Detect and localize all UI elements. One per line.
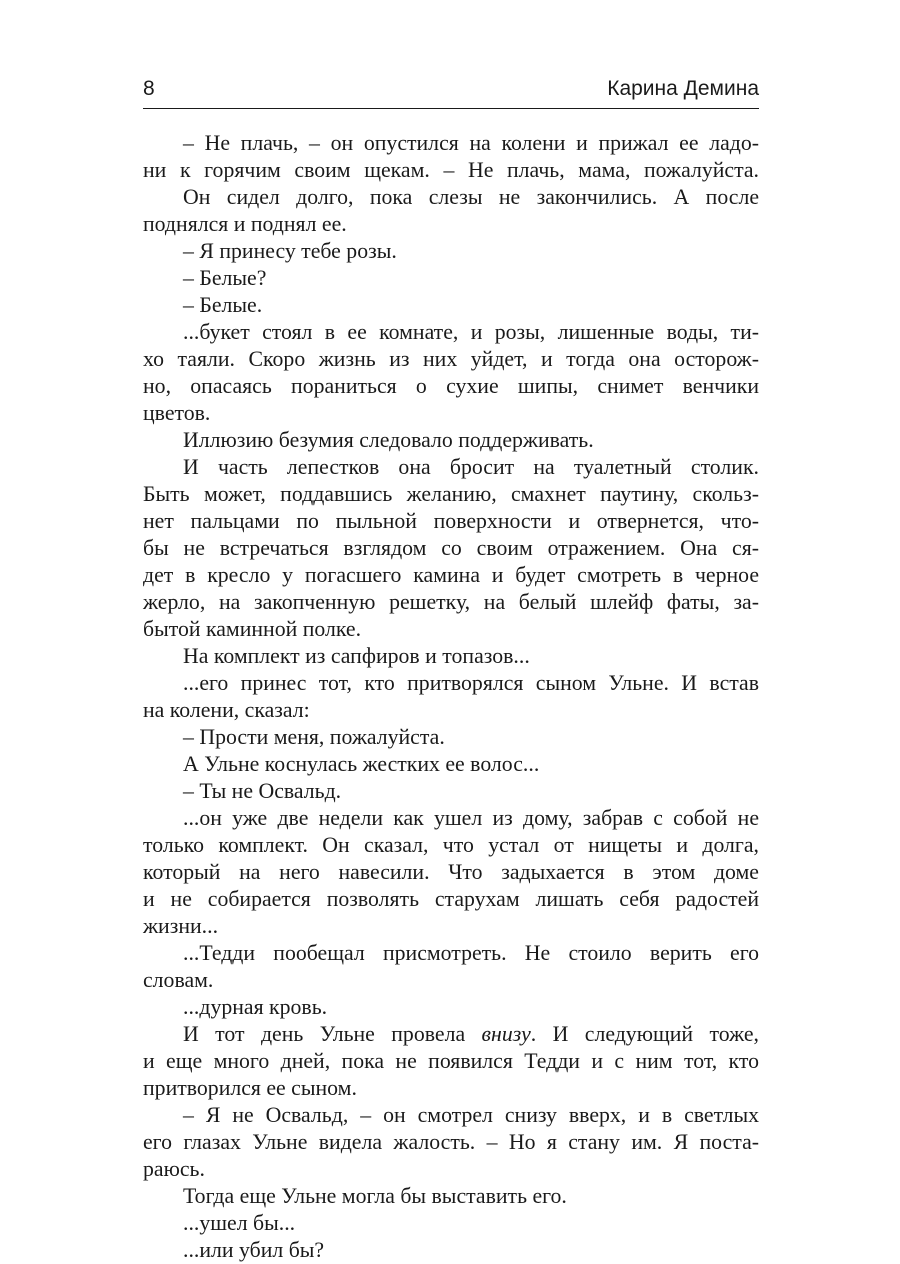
text-line: – Белые? — [183, 266, 267, 290]
text-line: и еще много дней, пока не появился Тедди и с ним тот, кто — [143, 1049, 759, 1073]
text-line: На комплект из сапфиров и топазов... — [183, 644, 530, 668]
text-line: И часть лепестков она бросит на туалетный столик. — [183, 455, 759, 479]
text-line: бы не встречаться взглядом со своим отражением. Она ся- — [143, 536, 759, 560]
text-line: и не собирается позволять старухам лишать себя радостей — [143, 887, 759, 911]
text-line: поднялся и поднял ее. — [143, 212, 347, 236]
text-line: ...или убил бы? — [183, 1238, 325, 1262]
body-text — [143, 130, 759, 1264]
text-line-mixed — [143, 1021, 759, 1048]
text-line: ...ушел бы... — [183, 1211, 296, 1235]
text-line: ...он уже две недели как ушел из дому, забрав с собой не — [183, 806, 759, 830]
text-line: нет пальцами по пыльной поверхности и отвернется, что- — [143, 509, 759, 533]
text-line: ...Тедди пообещал присмотреть. Не стоило верить его — [183, 941, 759, 965]
text-line: бытой каминной полке. — [143, 617, 362, 641]
text-line: ...его принес тот, кто притворялся сыном Ульне. И встав — [183, 671, 759, 695]
text-line: дет в кресло у погасшего камина и будет смотреть в черное — [143, 563, 759, 587]
text-run: . И следующий тоже, — [530, 1022, 759, 1046]
running-title: Карина Демина — [607, 77, 759, 100]
text-line: но, опасаясь пораниться о сухие шипы, снимет венчики — [143, 374, 759, 398]
text-line: Иллюзию безумия следовало поддерживать. — [183, 428, 594, 452]
text-run: И тот день Ульне провела — [183, 1022, 482, 1046]
text-line: А Ульне коснулась жестких ее волос... — [183, 752, 540, 776]
text-line: раюсь. — [143, 1157, 205, 1181]
text-line: ни к горячим своим щекам. – Не плачь, мама, пожалуйста. — [143, 158, 759, 182]
text-line: на колени, сказал: — [143, 698, 310, 722]
text-line: только комплект. Он сказал, что устал от нищеты и долга, — [143, 833, 759, 857]
text-line: – Белые. — [183, 293, 263, 317]
text-line: цветов. — [143, 401, 211, 425]
text-line: Быть может, поддавшись желанию, смахнет паутину, скольз- — [143, 482, 759, 506]
text-line: – Я не Освальд, – он смотрел снизу вверх, и в светлых — [183, 1103, 759, 1127]
text-line: жерло, на закопченную решетку, на белый шлейф фаты, за- — [143, 590, 759, 614]
text-line: – Ты не Освальд. — [183, 779, 342, 803]
running-header — [143, 74, 759, 109]
text-line: его глазах Ульне видела жалость. – Но я стану им. Я поста- — [143, 1130, 759, 1154]
text-line: Он сидел долго, пока слезы не закончились. А после — [183, 185, 759, 209]
page-number: 8 — [143, 77, 155, 100]
text-line: хо таяли. Скоро жизнь из них уйдет, и тогда она осторож- — [143, 347, 759, 371]
text-line: который на него навесили. Что задыхается в этом доме — [143, 860, 759, 884]
text-line: жизни... — [143, 914, 219, 938]
text-line: – Прости меня, пожалуйста. — [183, 725, 445, 749]
text-line: словам. — [143, 968, 214, 992]
text-line: – Я принесу тебе розы. — [183, 239, 397, 263]
italic-text-run: внизу — [481, 1022, 531, 1046]
text-line: – Не плачь, – он опустился на колени и прижал ее ладо- — [183, 131, 759, 155]
text-line: ...букет стоял в ее комнате, и розы, лишенные воды, ти- — [183, 320, 759, 344]
text-line: Тогда еще Ульне могла бы выставить его. — [183, 1184, 567, 1208]
text-line: ...дурная кровь. — [183, 995, 328, 1019]
text-line: притворился ее сыном. — [143, 1076, 357, 1100]
